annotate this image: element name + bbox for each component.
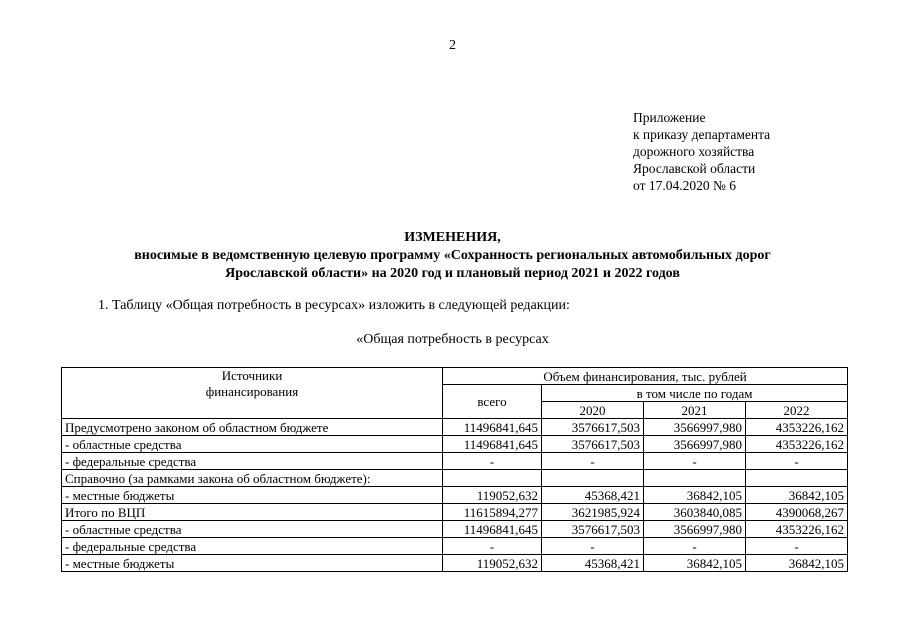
- source-header: [62, 368, 443, 419]
- row-label: - федеральные средства: [62, 453, 443, 470]
- row-total: 11496841,645: [443, 419, 542, 436]
- row-value-2020: 45368,421: [542, 487, 644, 504]
- row-value-2021: 3566997,980: [644, 436, 746, 453]
- row-total: 119052,632: [443, 487, 542, 504]
- row-total: [443, 470, 542, 487]
- volume-header: Объем финансирования, тыс. рублей: [443, 368, 848, 385]
- row-value-2021: -: [644, 538, 746, 555]
- table-row: [62, 521, 848, 538]
- row-value-2020: 3576617,503: [542, 419, 644, 436]
- appendix-line: Ярославской области: [633, 161, 756, 176]
- row-total: -: [443, 453, 542, 470]
- row-label: - местные бюджеты: [62, 487, 443, 504]
- row-total: 11496841,645: [443, 436, 542, 453]
- row-value-2022: -: [746, 453, 848, 470]
- document-heading: [0, 229, 905, 283]
- table-title: «Общая потребность в ресурсах: [356, 332, 549, 347]
- row-value-2020: 45368,421: [542, 555, 644, 572]
- row-value-2020: 3621985,924: [542, 504, 644, 521]
- row-label: Справочно (за рамками закона об областном бюджете):: [62, 470, 443, 487]
- row-value-2020: -: [542, 453, 644, 470]
- row-value-2020: 3576617,503: [542, 436, 644, 453]
- row-label: Предусмотрено законом об областном бюджете: [62, 419, 443, 436]
- row-label: - местные бюджеты: [62, 555, 443, 572]
- year-header: 2021: [644, 402, 746, 419]
- row-label: Итого по ВЦП: [62, 504, 443, 521]
- table-row: [62, 470, 848, 487]
- total-header: всего: [443, 385, 542, 419]
- table-row: [62, 504, 848, 521]
- row-value-2022: [746, 470, 848, 487]
- appendix-block: [633, 109, 770, 194]
- table-header-row: [62, 368, 848, 385]
- table-row: [62, 487, 848, 504]
- instruction-paragraph: 1. Таблицу «Общая потребность в ресурсах» изложить в следующей редакции:: [98, 298, 570, 313]
- table-row: [62, 419, 848, 436]
- heading-line: Ярославской области» на 2020 год и плановый период 2021 и 2022 годов: [225, 266, 680, 281]
- by-year-header: в том числе по годам: [542, 385, 848, 402]
- year-header: 2022: [746, 402, 848, 419]
- heading-title: ИЗМЕНЕНИЯ,: [404, 230, 501, 245]
- row-label: - областные средства: [62, 436, 443, 453]
- source-header-line: Источники: [221, 368, 283, 383]
- row-label: - федеральные средства: [62, 538, 443, 555]
- row-value-2020: 3576617,503: [542, 521, 644, 538]
- row-total: -: [443, 538, 542, 555]
- row-value-2022: 4390068,267: [746, 504, 848, 521]
- appendix-line: дорожного хозяйства: [633, 144, 755, 159]
- year-header: 2020: [542, 402, 644, 419]
- source-header-line: финансирования: [205, 384, 299, 399]
- resources-table: [61, 367, 848, 572]
- row-value-2022: 4353226,162: [746, 419, 848, 436]
- row-value-2022: -: [746, 538, 848, 555]
- row-value-2022: 36842,105: [746, 555, 848, 572]
- row-total: 119052,632: [443, 555, 542, 572]
- row-value-2020: -: [542, 538, 644, 555]
- row-total: 11496841,645: [443, 521, 542, 538]
- row-label: - областные средства: [62, 521, 443, 538]
- row-value-2021: [644, 470, 746, 487]
- row-value-2021: 3603840,085: [644, 504, 746, 521]
- table-row: [62, 538, 848, 555]
- appendix-line: к приказу департамента: [633, 127, 771, 142]
- appendix-line: от 17.04.2020 № 6: [633, 178, 736, 193]
- row-value-2022: 4353226,162: [746, 521, 848, 538]
- row-value-2021: 36842,105: [644, 487, 746, 504]
- row-total: 11615894,277: [443, 504, 542, 521]
- page-number: 2: [449, 38, 456, 53]
- table-row: [62, 453, 848, 470]
- row-value-2022: 4353226,162: [746, 436, 848, 453]
- table-row: [62, 555, 848, 572]
- table-row: [62, 436, 848, 453]
- row-value-2021: 36842,105: [644, 555, 746, 572]
- row-value-2021: 3566997,980: [644, 419, 746, 436]
- heading-line: вносимые в ведомственную целевую программу «Сохранность региональных автомобильных дорог: [134, 248, 771, 263]
- row-value-2020: [542, 470, 644, 487]
- row-value-2021: -: [644, 453, 746, 470]
- appendix-line: Приложение: [633, 110, 706, 125]
- row-value-2022: 36842,105: [746, 487, 848, 504]
- row-value-2021: 3566997,980: [644, 521, 746, 538]
